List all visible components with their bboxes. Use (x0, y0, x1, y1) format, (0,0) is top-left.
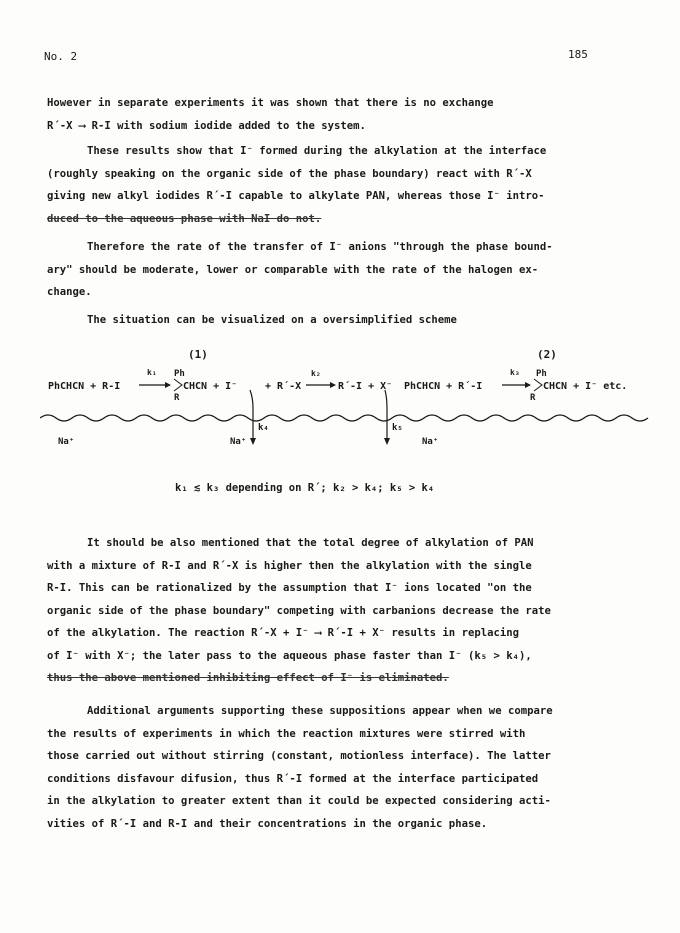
scheme-label-2: (2) (537, 348, 557, 361)
transfer-arrow-k4 (250, 390, 253, 438)
text-line: in the alkylation to greater extent than it could be expected considering acti- (47, 795, 551, 807)
rate-constant-k2: k₂ (311, 369, 321, 378)
arrow-k1-head (165, 382, 171, 388)
arrow-k3-head (525, 382, 531, 388)
transfer-arrow-k5-head (384, 438, 390, 445)
rate-constant-k3: k₃ (510, 368, 520, 377)
text-line: vities of R´-I and R-I and their concentrations in the organic phase. (47, 817, 488, 830)
reaction-1-products: CHCN + I⁻ (183, 381, 238, 392)
text-line: Therefore the rate of the transfer of I⁻ anions "through the phase bound- (87, 241, 553, 253)
text-line: organic side of the phase boundary" competing with carbanions decrease the rate (47, 604, 551, 617)
paragraph-1 (47, 92, 637, 137)
text-line: giving new alkyl iodides R´-I capable to alkylate PAN, whereas those I⁻ intro- (47, 190, 545, 202)
text-line: However in separate experiments it was shown that there is no exchange (47, 97, 494, 109)
text-line: ary" should be moderate, lower or comparable with the rate of the halogen ex- (47, 263, 539, 276)
text-line: those carried out without stirring (constant, motionless interface). The latter (47, 750, 551, 762)
reaction-1-reactants: PhCHCN + R-I (48, 381, 121, 392)
page-number: 185 (568, 48, 588, 61)
paragraph-3 (47, 236, 637, 304)
sodium-ion-3: Na⁺ (422, 437, 439, 447)
text-line: change. (47, 286, 92, 298)
reaction-scheme (40, 338, 650, 508)
reaction-3-reactants: PhCHCN + R´-I (404, 381, 483, 392)
text-line: of I⁻ with X⁻; the later pass to the aqueous phase faster than I⁻ (k₅ > k₄), (47, 649, 532, 662)
text-line: conditions disfavour difusion, thus R´-I formed at the interface participated (47, 772, 539, 785)
text-line: It should be also mentioned that the total degree of alkylation of PAN (87, 537, 534, 549)
rate-constant-k5: k₅ (392, 423, 403, 433)
text-line: of the alkylation. The reaction R´-X + I⁻ ⟶ R´-I + X⁻ results in replacing (47, 627, 519, 639)
rate-constant-k4: k₄ (258, 423, 269, 433)
paragraph-5 (47, 532, 637, 690)
paragraph-6 (47, 700, 637, 835)
arrow-k2-head (330, 382, 336, 388)
sodium-ion-2: Na⁺ (230, 437, 247, 447)
rate-constant-k1: k₁ (147, 368, 157, 377)
phase-boundary (40, 415, 648, 421)
transfer-arrow-k5 (385, 390, 387, 438)
paragraph-2 (47, 140, 637, 230)
text-line: The situation can be visualized on a oversimplified scheme (87, 314, 457, 326)
text-line: R´-X ⟶ R-I with sodium iodide added to the system. (47, 119, 366, 132)
text-line: the results of experiments in which the reaction mixtures were stirred with (47, 727, 526, 740)
text-line: R-I. This can be rationalized by the assumption that I⁻ ions located "on the (47, 582, 532, 594)
text-line: with a mixture of R-I and R´-X is higher then the alkylation with the single (47, 559, 532, 572)
reaction-2-reactants: + R´-X (265, 381, 302, 392)
text-line: duced to the aqueous phase with NaI do not. (47, 212, 322, 225)
text-line: Additional arguments supporting these suppositions appear when we compare (87, 705, 553, 717)
text-line: These results show that I⁻ formed during the alkylation at the interface (87, 145, 547, 157)
reaction-2-products: R´-I + X⁻ (338, 381, 393, 392)
transfer-arrow-k4-head (250, 438, 256, 445)
scheme-label-1: (1) (188, 348, 208, 361)
alkyl-r-1: R (174, 393, 180, 403)
branch-mark-1 (174, 379, 182, 391)
paragraph-4 (47, 309, 637, 332)
sodium-ion-1: Na⁺ (58, 437, 75, 447)
rate-relation: k₁ ≲ k₃ depending on R´; k₂ > k₄; k₅ > k₄ (175, 482, 435, 494)
text-line: thus the above mentioned inhibiting effect of I⁻ is eliminated. (47, 672, 449, 684)
phenyl-1: Ph (174, 369, 185, 379)
branch-mark-2 (534, 379, 542, 391)
alkyl-r-2: R (530, 393, 536, 403)
journal-number: No. 2 (44, 50, 78, 63)
reaction-3-products: CHCN + I⁻ etc. (543, 381, 628, 392)
phenyl-2: Ph (536, 369, 547, 379)
text-line: (roughly speaking on the organic side of the phase boundary) react with R´-X (47, 167, 532, 180)
